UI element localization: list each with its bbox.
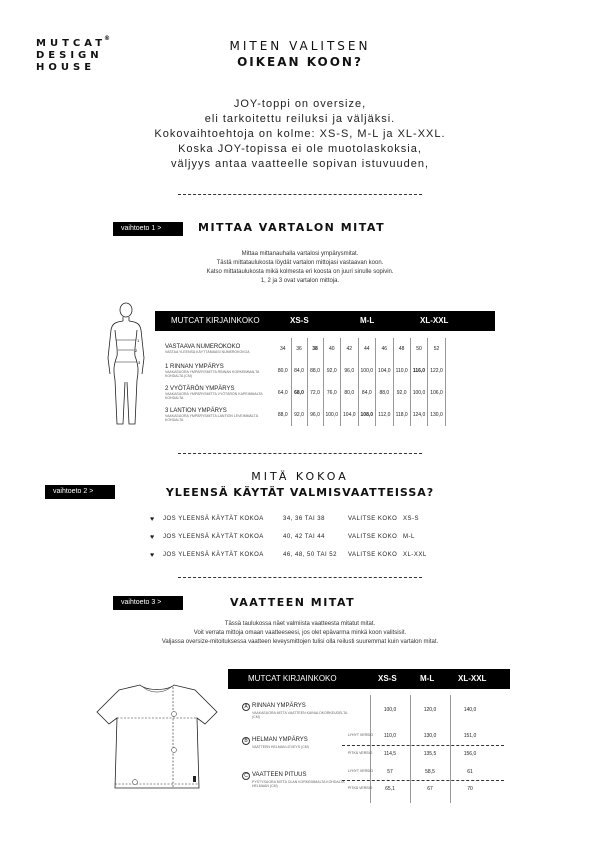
value-xs-s: 110,0 [383, 733, 397, 739]
table-cell: 92,0 [393, 382, 410, 404]
value-xs-s: 100,0 [383, 707, 397, 713]
table-cell: 100,0 [323, 404, 341, 426]
table-cell: 42 [341, 338, 359, 360]
marker-c [172, 748, 177, 753]
list-item-size: M-L [403, 534, 415, 540]
garment-label-tag [193, 776, 196, 782]
option-3-pill: vaihtoeto 3 > [113, 596, 183, 610]
intro-line: Koska JOY-topissa ei ole muotolaskoksia, [178, 143, 422, 155]
list-item-sizes: 34, 36 TAI 38 [283, 516, 325, 522]
option-2-pill: vaihtoeto 2 > [45, 485, 115, 499]
table-cell: 72,0 [307, 382, 323, 404]
row-label [165, 382, 275, 404]
heart-icon: ♥ [150, 516, 155, 523]
table-cell: 52 [428, 338, 446, 360]
marker-3: 3 [138, 360, 141, 365]
row-name: VAATTEEN PITUUS [252, 772, 307, 778]
section-1-line: Tästä mittataulukosta löydät vartalon mittojasi vastaavan koon. [216, 260, 384, 266]
divider [178, 194, 422, 195]
brand-logo [36, 35, 116, 74]
header-size-xl-xxl: XL-XXL [458, 674, 487, 683]
section-3-text [110, 620, 490, 647]
section-2-line-2: YLEENSÄ KÄYTÄT VALMISVAATTEISSA? [165, 486, 435, 499]
value-xs-s: 65,1 [385, 786, 395, 792]
title-line-1: MITEN VALITSEN [229, 39, 371, 53]
list-item-size: XL-XXL [403, 552, 427, 558]
value-m-l: 130,0 [423, 733, 437, 739]
table-cell: 68,0 [291, 382, 307, 404]
header-size-xs-s: XS-S [378, 674, 397, 683]
table-cell: 50 [410, 338, 428, 360]
section-3-line: Valjassa oversize-mitoituksessa vaatteen leveysmittojen tulisi olla reilusti suuremmat kuin vartalon mitat. [161, 639, 439, 645]
row-variant: LYHYT VERSIO [348, 769, 374, 773]
table-cell: 48 [393, 338, 410, 360]
row-sub: VAATTEEN HELMAN LEVEYS (CM) [252, 745, 309, 749]
row-sub: VAAKASUORA YMPÄRYSMITTA LANTION LEVEIMMÄLTÄ KOHDALTA [165, 414, 259, 422]
table-cell: 124,0 [410, 404, 428, 426]
table-cell: 34 [275, 338, 291, 360]
garment-illustration [95, 680, 220, 795]
table-cell: 40 [323, 338, 341, 360]
divider [178, 453, 422, 454]
list-item-pick: VALITSE KOKO [348, 552, 398, 558]
table-row [165, 338, 445, 360]
row-name: HELMAN YMPÄRYS [252, 737, 308, 743]
value-xl-xxl: 156,0 [463, 751, 477, 757]
body-size-table-header [155, 311, 495, 331]
value-xl-xxl: 70 [467, 786, 473, 792]
list-item-sizes: 46, 48, 50 TAI 52 [283, 552, 337, 558]
header-size-xs-s: XS-S [290, 316, 309, 325]
table-cell: 104,0 [376, 360, 394, 382]
table-cell: 106,0 [428, 382, 446, 404]
header-size-m-l: M-L [360, 316, 375, 325]
row-name: 3 LANTION YMPÄRYS [165, 408, 227, 414]
row-name: 1 RINNAN YMPÄRYS [165, 364, 224, 370]
section-3-heading: VAATTEEN MITAT [230, 596, 356, 609]
row-marker: C [242, 772, 250, 780]
section-1-line: 1, 2 ja 3 ovat vartalon mittoja. [260, 278, 340, 284]
section-1-heading: MITTAA VARTALON MITAT [198, 221, 386, 234]
table-cell: 76,0 [323, 382, 341, 404]
row-sub: PYSTYSUORA MITTA OLAN KORKEIMMALTA KOHDALTA HELMAAN (CM) [252, 780, 345, 788]
section-1-text [150, 250, 450, 286]
header-size-m-l: M-L [420, 674, 435, 683]
intro-line: Kokovaihtoehtoja on kolme: XS-S, M-L ja XL-XXL. [154, 128, 446, 140]
row-variant: PITKÄ VERSIO [348, 786, 373, 790]
title-line-2: OIKEAN KOON? [237, 55, 363, 69]
table-cell: 46 [376, 338, 394, 360]
row-marker: A [242, 703, 250, 711]
header-size-xl-xxl: XL-XXL [420, 316, 449, 325]
list-item [150, 516, 470, 523]
list-item [150, 534, 470, 541]
list-item-pick: VALITSE KOKO [348, 516, 398, 522]
section-2-line-1: MITÄ KOKOA [251, 470, 349, 483]
row-label [165, 404, 275, 426]
value-xl-xxl: 140,0 [463, 707, 477, 713]
table-cell: 88,0 [275, 404, 291, 426]
row-sub: VAAKASUORA YMPÄRYSMITTA RINNAN KORKEIMMALTA KOHDALTA (CM) [165, 370, 260, 378]
table-row [165, 404, 445, 426]
heart-icon: ♥ [150, 534, 155, 541]
header-label: MUTCAT KIRJAINKOKO [248, 674, 337, 683]
row-name: VASTAAVA NUMEROKOKO [165, 344, 241, 350]
body-size-table [165, 338, 446, 426]
list-item-size: XS-S [403, 516, 420, 522]
table-cell: 44 [358, 338, 376, 360]
table-cell: 110,0 [393, 360, 410, 382]
list-item [150, 552, 470, 559]
list-item-lead: JOS YLEENSÄ KÄYTÄT KOKOA [163, 552, 264, 558]
marker-2: 2 [135, 348, 138, 353]
table-cell: 38 [307, 338, 323, 360]
logo-line-1: MUTCAT [36, 38, 107, 49]
row-label [165, 360, 275, 382]
divider [342, 780, 504, 781]
intro-line: JOY-toppi on oversize, [233, 98, 367, 110]
section-1-line: Mittaa mittanauhalla vartalosi ympärysmitat. [241, 251, 359, 257]
row-name: 2 VYÖTÄRÖN YMPÄRYS [165, 386, 235, 392]
table-cell: 64,0 [275, 382, 291, 404]
section-3-line: Tässä taulukossa näet valmiista vaatteesta mitatut mitat. [224, 621, 376, 627]
table-cell: 80,0 [341, 382, 359, 404]
marker-b [133, 780, 138, 785]
marker-1: 1 [137, 338, 140, 343]
table-cell: 88,0 [376, 382, 394, 404]
divider [342, 745, 504, 746]
value-m-l: 58,5 [425, 769, 435, 775]
table-cell: 108,0 [358, 404, 376, 426]
table-cell: 122,0 [428, 360, 446, 382]
logo-line-2: DESIGN [36, 50, 103, 61]
garment-size-table-header [228, 669, 510, 689]
row-variant: LYHYT VERSIO [348, 733, 374, 737]
list-item-lead: JOS YLEENSÄ KÄYTÄT KOKOA [163, 534, 264, 540]
value-m-l: 67 [427, 786, 433, 792]
intro-line: väljyys antaa vaatteelle sopivan istuvuuden, [170, 158, 430, 170]
list-item-pick: VALITSE KOKO [348, 534, 398, 540]
table-cell: 96,0 [341, 360, 359, 382]
table-cell: 118,0 [393, 404, 410, 426]
list-item-lead: JOS YLEENSÄ KÄYTÄT KOKOA [163, 516, 264, 522]
option-1-pill: vaihtoeto 1 > [113, 222, 183, 236]
divider [178, 577, 422, 578]
row-marker: B [242, 737, 250, 745]
value-xs-s: 57 [387, 769, 393, 775]
table-cell: 112,0 [376, 404, 394, 426]
row-name: RINNAN YMPÄRYS [252, 703, 306, 709]
table-cell: 100,0 [358, 360, 376, 382]
intro-text [60, 97, 540, 172]
section-1-line: Katso mittataulukosta mikä kolmesta eri koosta on juuri sinulle sopivin. [206, 269, 394, 275]
table-cell: 130,0 [428, 404, 446, 426]
list-item-sizes: 40, 42 TAI 44 [283, 534, 325, 540]
row-sub: VASTAA YLEENSÄ KÄYTTÄMÄÄSI NUMEROKOKOA [165, 350, 250, 354]
section-3-line: Voit verrata mittoja omaan vaatteeseesi, jos olet epävarma minkä koon valitsisit. [193, 630, 407, 636]
table-cell: 92,0 [291, 404, 307, 426]
value-xl-xxl: 151,0 [463, 733, 477, 739]
table-row [165, 382, 445, 404]
row-sub: VAAKASUORA MITTA VAATTEEN KAINALOKORKEUDELTA (CM) [252, 711, 348, 719]
table-cell: 84,0 [291, 360, 307, 382]
row-label [165, 338, 275, 360]
header-label: MUTCAT KIRJAINKOKO [171, 316, 260, 325]
table-row [165, 360, 445, 382]
table-cell: 104,0 [341, 404, 359, 426]
intro-line: eli tarkoitettu reiluksi ja väljäksi. [204, 113, 396, 125]
value-xl-xxl: 61 [467, 769, 473, 775]
table-cell: 100,0 [410, 382, 428, 404]
value-xs-s: 114,5 [383, 751, 397, 757]
table-cell: 116,0 [410, 360, 428, 382]
table-cell: 96,0 [307, 404, 323, 426]
logo-line-3: HOUSE [36, 62, 96, 73]
row-variant: PITKÄ VERSIO [348, 751, 373, 755]
value-m-l: 120,0 [423, 707, 437, 713]
logo-registered-mark: ® [104, 35, 110, 42]
body-figure-illustration [103, 300, 149, 430]
garment-size-table [238, 695, 520, 805]
table-cell: 80,0 [275, 360, 291, 382]
table-cell: 92,0 [323, 360, 341, 382]
table-cell: 36 [291, 338, 307, 360]
table-cell: 88,0 [307, 360, 323, 382]
value-m-l: 135,5 [423, 751, 437, 757]
table-cell: 84,0 [358, 382, 376, 404]
row-sub: VAAKASUORA YMPÄRYSMITTA VYÖTÄRÖN KAPEIMMALTA KOHDALTA [165, 392, 263, 400]
heart-icon: ♥ [150, 552, 155, 559]
marker-a [172, 712, 177, 717]
